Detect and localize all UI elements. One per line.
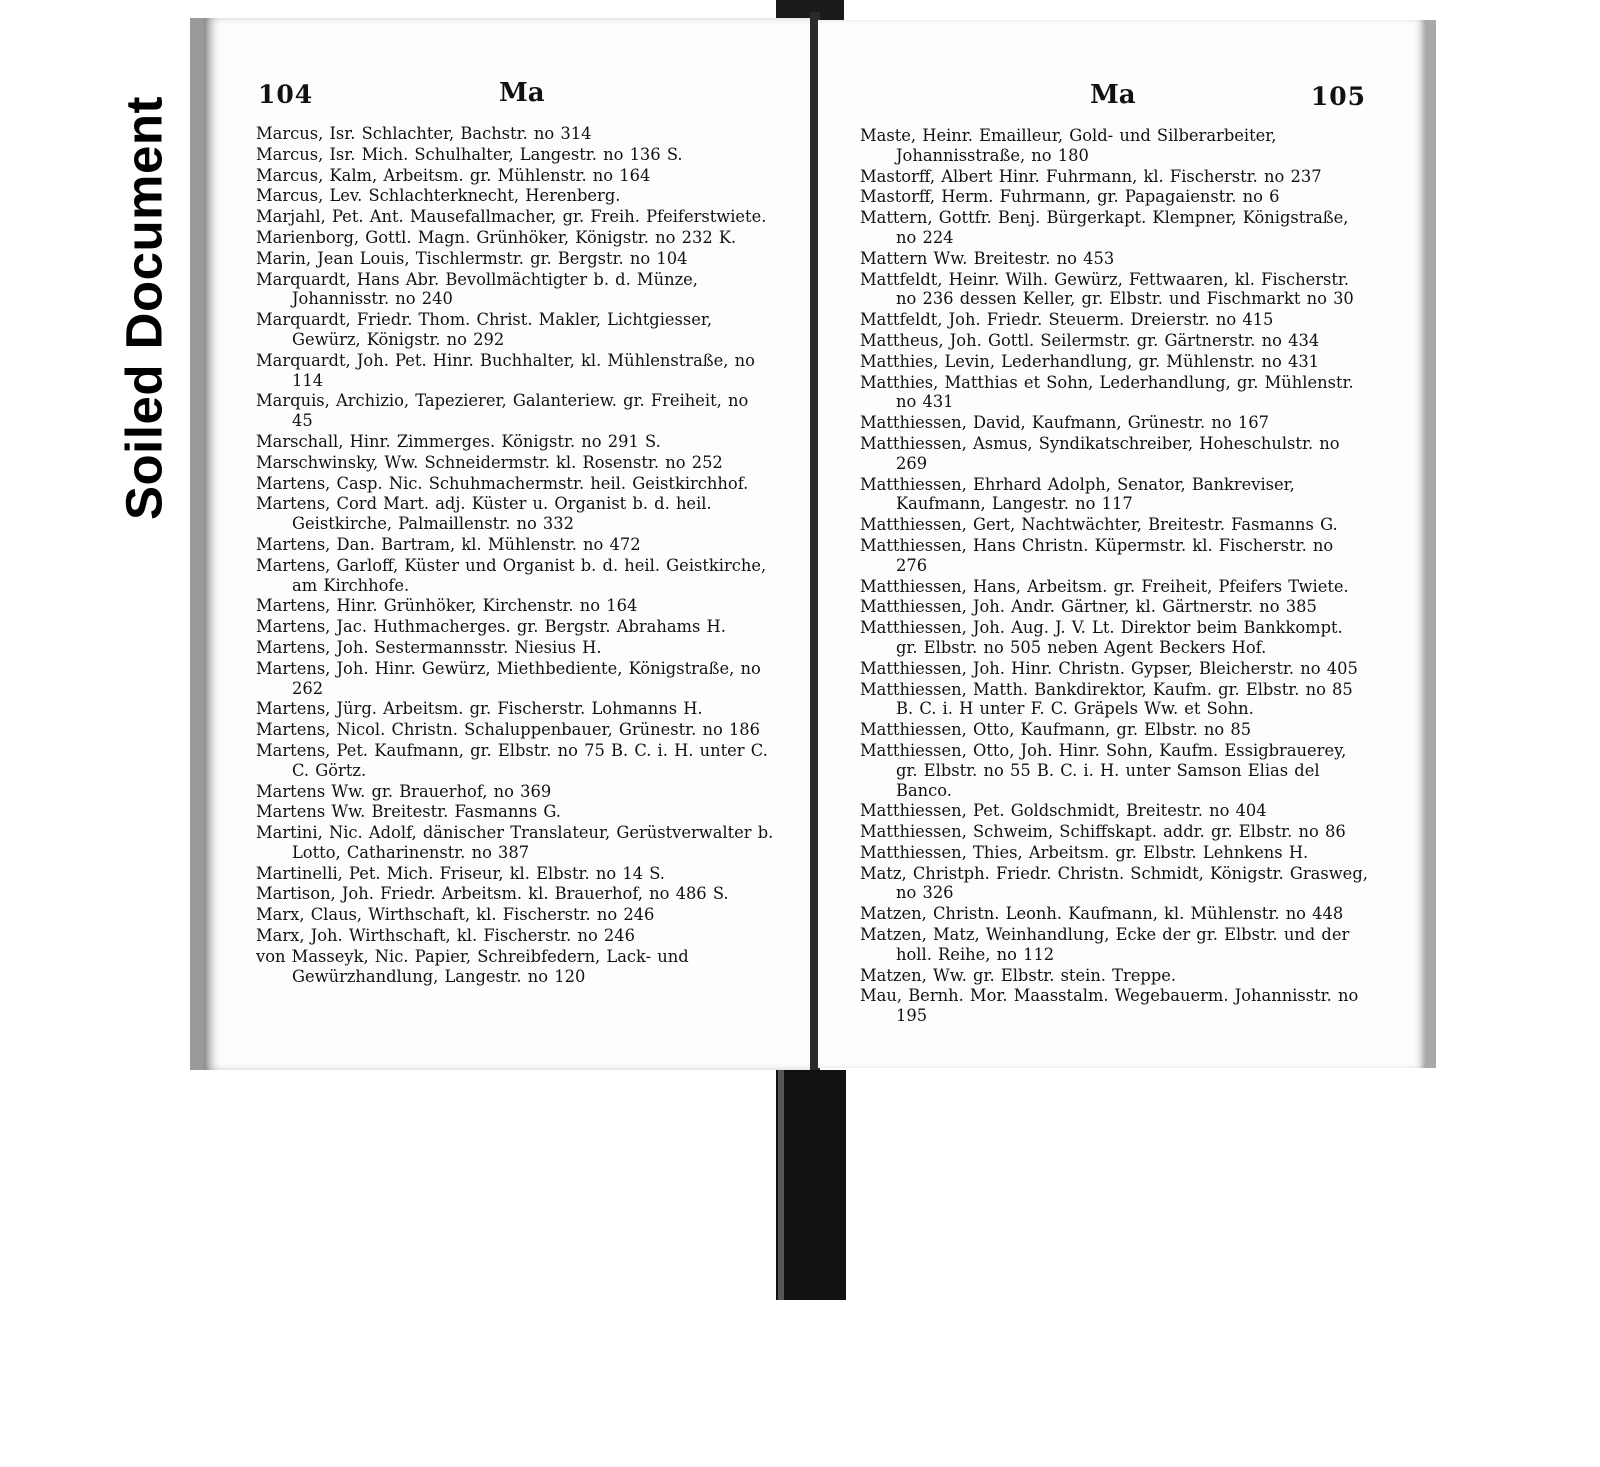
- directory-entry: Martens, Pet. Kaufmann, gr. Elbstr. no 75 B. C. i. H. unter C. C. Görtz.: [256, 740, 768, 780]
- directory-entry: Marcus, Isr. Mich. Schulhalter, Langestr. no 136 S.: [256, 144, 683, 164]
- directory-entry: Marienborg, Gottl. Magn. Grünhöker, Königstr. no 232 K.: [256, 227, 737, 247]
- directory-entry: Marcus, Kalm, Arbeitsm. gr. Mühlenstr. no 164: [256, 165, 651, 185]
- directory-entry: Matthiessen, Pet. Goldschmidt, Breitestr. no 404: [860, 801, 1267, 821]
- directory-entry: Matthiessen, Hans Christn. Küpermstr. kl. Fischerstr. no 276: [860, 535, 1334, 575]
- soiled-document-stamp: [115, 60, 173, 555]
- directory-entry: Martens, Dan. Bartram, kl. Mühlenstr. no 472: [256, 534, 641, 554]
- directory-entry: Matthiessen, Joh. Hinr. Christn. Gypser, Bleicherstr. no 405: [860, 658, 1358, 678]
- directory-entry: Mattheus, Joh. Gottl. Seilermstr. gr. Gärtnerstr. no 434: [860, 330, 1320, 350]
- directory-entry: Marcus, Isr. Schlachter, Bachstr. no 314: [256, 124, 592, 143]
- left-page: [190, 18, 815, 1070]
- directory-entry: Mattfeldt, Joh. Friedr. Steuerm. Dreierstr. no 415: [860, 310, 1274, 330]
- directory-entry: Marquardt, Hans Abr. Bevollmächtigter b. d. Münze, Johannisstr. no 240: [256, 269, 698, 309]
- directory-entry: Martens Ww. gr. Brauerhof, no 369: [256, 781, 552, 801]
- directory-entry: Marjahl, Pet. Ant. Mausefallmacher, gr. Freih. Pfeiferstwiete.: [256, 207, 767, 227]
- directory-entry: Martini, Nic. Adolf, dänischer Translateur, Gerüstverwalter b. Lotto, Catharinenstr. no 387: [256, 823, 774, 862]
- directory-entry: Mattern Ww. Breitestr. no 453: [860, 248, 1115, 268]
- directory-entry: Matthiessen, Ehrhard Adolph, Senator, Bankreviser, Kaufmann, Langestr. no 117: [860, 474, 1295, 514]
- directory-entry: Matthiessen, Thies, Arbeitsm. gr. Elbstr. Lehnkens H.: [860, 842, 1309, 862]
- directory-entry: Matthiessen, Schweim, Schiffskapt. addr. gr. Elbstr. no 86: [860, 822, 1346, 842]
- directory-entry: Mastorff, Albert Hinr. Fuhrmann, kl. Fischerstr. no 237: [860, 166, 1322, 186]
- directory-entry: Marschall, Hinr. Zimmerges. Königstr. no 291 S.: [256, 431, 661, 451]
- directory-entry: Matthiessen, Otto, Joh. Hinr. Sohn, Kaufm. Essigbrauerey, gr. Elbstr. no 55 B. C. i. H. unter Samson Elias del Banco.: [860, 740, 1347, 800]
- directory-entry: Matzen, Matz, Weinhandlung, Ecke der gr. Elbstr. und der holl. Reihe, no 112: [860, 925, 1350, 964]
- directory-entry: Matthiessen, Hans, Arbeitsm. gr. Freiheit, Pfeifers Twiete.: [860, 576, 1349, 596]
- directory-entry: Mastorff, Herm. Fuhrmann, gr. Papagaienstr. no 6: [860, 187, 1280, 207]
- directory-entry: Marin, Jean Louis, Tischlermstr. gr. Bergstr. no 104: [256, 248, 688, 268]
- directory-entries: [256, 124, 775, 986]
- directory-entry: Martens Ww. Breitestr. Fasmanns G.: [256, 802, 561, 822]
- stamp-label: Soiled Document: [115, 95, 173, 520]
- directory-entry: Martens, Cord Mart. adj. Küster u. Organist b. d. heil. Geistkirche, Palmaillenstr. no 332: [256, 494, 712, 534]
- directory-entry: Matthiessen, Matth. Bankdirektor, Kaufm. gr. Elbstr. no 85 B. C. i. H unter F. C. Gräpels Ww. et Sohn.: [860, 679, 1353, 719]
- directory-entry: Martinelli, Pet. Mich. Friseur, kl. Elbstr. no 14 S.: [256, 863, 665, 883]
- directory-entry: Martens, Nicol. Christn. Schaluppenbauer, Grünestr. no 186: [256, 720, 761, 740]
- directory-entries: [860, 126, 1368, 1026]
- directory-entry: Matthiessen, Asmus, Syndikatschreiber, Hoheschulstr. no 269: [860, 433, 1340, 473]
- directory-entry: Mattfeldt, Heinr. Wilh. Gewürz, Fettwaaren, kl. Fischerstr. no 236 dessen Keller, gr. Elbstr. und Fischmarkt no 30: [860, 269, 1354, 309]
- directory-entry: Matthiessen, David, Kaufmann, Grünestr. no 167: [860, 413, 1269, 433]
- directory-entry: Marquardt, Friedr. Thom. Christ. Makler, Lichtgiesser, Gewürz, Königstr. no 292: [256, 310, 713, 349]
- directory-entry: Martens, Hinr. Grünhöker, Kirchenstr. no 164: [256, 596, 638, 616]
- directory-entry: Marx, Joh. Wirthschaft, kl. Fischerstr. no 246: [256, 926, 635, 946]
- left-page-header: [256, 76, 775, 124]
- binding-strip-bottom: [776, 1070, 846, 1300]
- directory-entry: Marx, Claus, Wirthschaft, kl. Fischerstr. no 246: [256, 905, 655, 925]
- right-page: [818, 20, 1436, 1068]
- directory-entry: Matthiessen, Joh. Andr. Gärtner, kl. Gärtnerstr. no 385: [860, 597, 1317, 617]
- directory-entry: Marschwinsky, Ww. Schneidermstr. kl. Rosenstr. no 252: [256, 452, 723, 472]
- running-title: Ma: [499, 78, 545, 108]
- directory-entry: Martens, Joh. Hinr. Gewürz, Miethbediente, Königstraße, no 262: [256, 658, 761, 698]
- page-number: 104: [258, 80, 314, 109]
- running-title: Ma: [1090, 80, 1136, 110]
- directory-entry: Mattern, Gottfr. Benj. Bürgerkapt. Klempner, Königstraße, no 224: [860, 208, 1349, 247]
- directory-entry: Mau, Bernh. Mor. Maasstalm. Wegebauerm. Johannisstr. no 195: [860, 986, 1359, 1026]
- directory-entry: Matthies, Levin, Lederhandlung, gr. Mühlenstr. no 431: [860, 351, 1320, 371]
- directory-entry: Marcus, Lev. Schlachterknecht, Herenberg.: [256, 186, 621, 206]
- directory-entry: von Masseyk, Nic. Papier, Schreibfedern, Lack- und Gewürzhandlung, Langestr. no 120: [256, 946, 689, 986]
- open-book: [190, 12, 1436, 1070]
- directory-entry: Matthiessen, Gert, Nachtwächter, Breitestr. Fasmanns G.: [860, 515, 1338, 535]
- directory-entry: Marquardt, Joh. Pet. Hinr. Buchhalter, kl. Mühlenstraße, no 114: [256, 350, 755, 390]
- directory-entry: Matthiessen, Joh. Aug. J. V. Lt. Direktor beim Bankkompt. gr. Elbstr. no 505 neben Agent Beckers Hof.: [860, 618, 1343, 657]
- directory-entry: Matthiessen, Otto, Kaufmann, gr. Elbstr. no 85: [860, 720, 1252, 740]
- page-number: 105: [1310, 82, 1366, 111]
- directory-entry: Matzen, Christn. Leonh. Kaufmann, kl. Mühlenstr. no 448: [860, 904, 1344, 924]
- directory-entry: Martens, Joh. Sestermannsstr. Niesius H.: [256, 637, 602, 657]
- directory-entry: Maste, Heinr. Emailleur, Gold- und Silberarbeiter, Johannisstraße, no 180: [860, 126, 1277, 165]
- directory-entry: Matzen, Ww. gr. Elbstr. stein. Treppe.: [860, 965, 1177, 985]
- directory-entry: Martens, Jürg. Arbeitsm. gr. Fischerstr. Lohmanns H.: [256, 699, 703, 719]
- directory-entry: Martens, Garloff, Küster und Organist b. d. heil. Geistkirche, am Kirchhofe.: [256, 555, 767, 595]
- directory-entry: Marquis, Archizio, Tapezierer, Galanteriew. gr. Freiheit, no 45: [256, 391, 749, 431]
- directory-entry: Matz, Christph. Friedr. Christn. Schmidt, Königstr. Grasweg, no 326: [860, 863, 1368, 903]
- directory-entry: Matthies, Matthias et Sohn, Lederhandlung, gr. Mühlenstr. no 431: [860, 372, 1354, 412]
- directory-entry: Martens, Jac. Huthmacherges. gr. Bergstr. Abrahams H.: [256, 617, 726, 637]
- right-page-header: [860, 78, 1368, 126]
- directory-entry: Martens, Casp. Nic. Schuhmachermstr. heil. Geistkirchhof.: [256, 473, 749, 493]
- directory-entry: Martison, Joh. Friedr. Arbeitsm. kl. Brauerhof, no 486 S.: [256, 884, 729, 904]
